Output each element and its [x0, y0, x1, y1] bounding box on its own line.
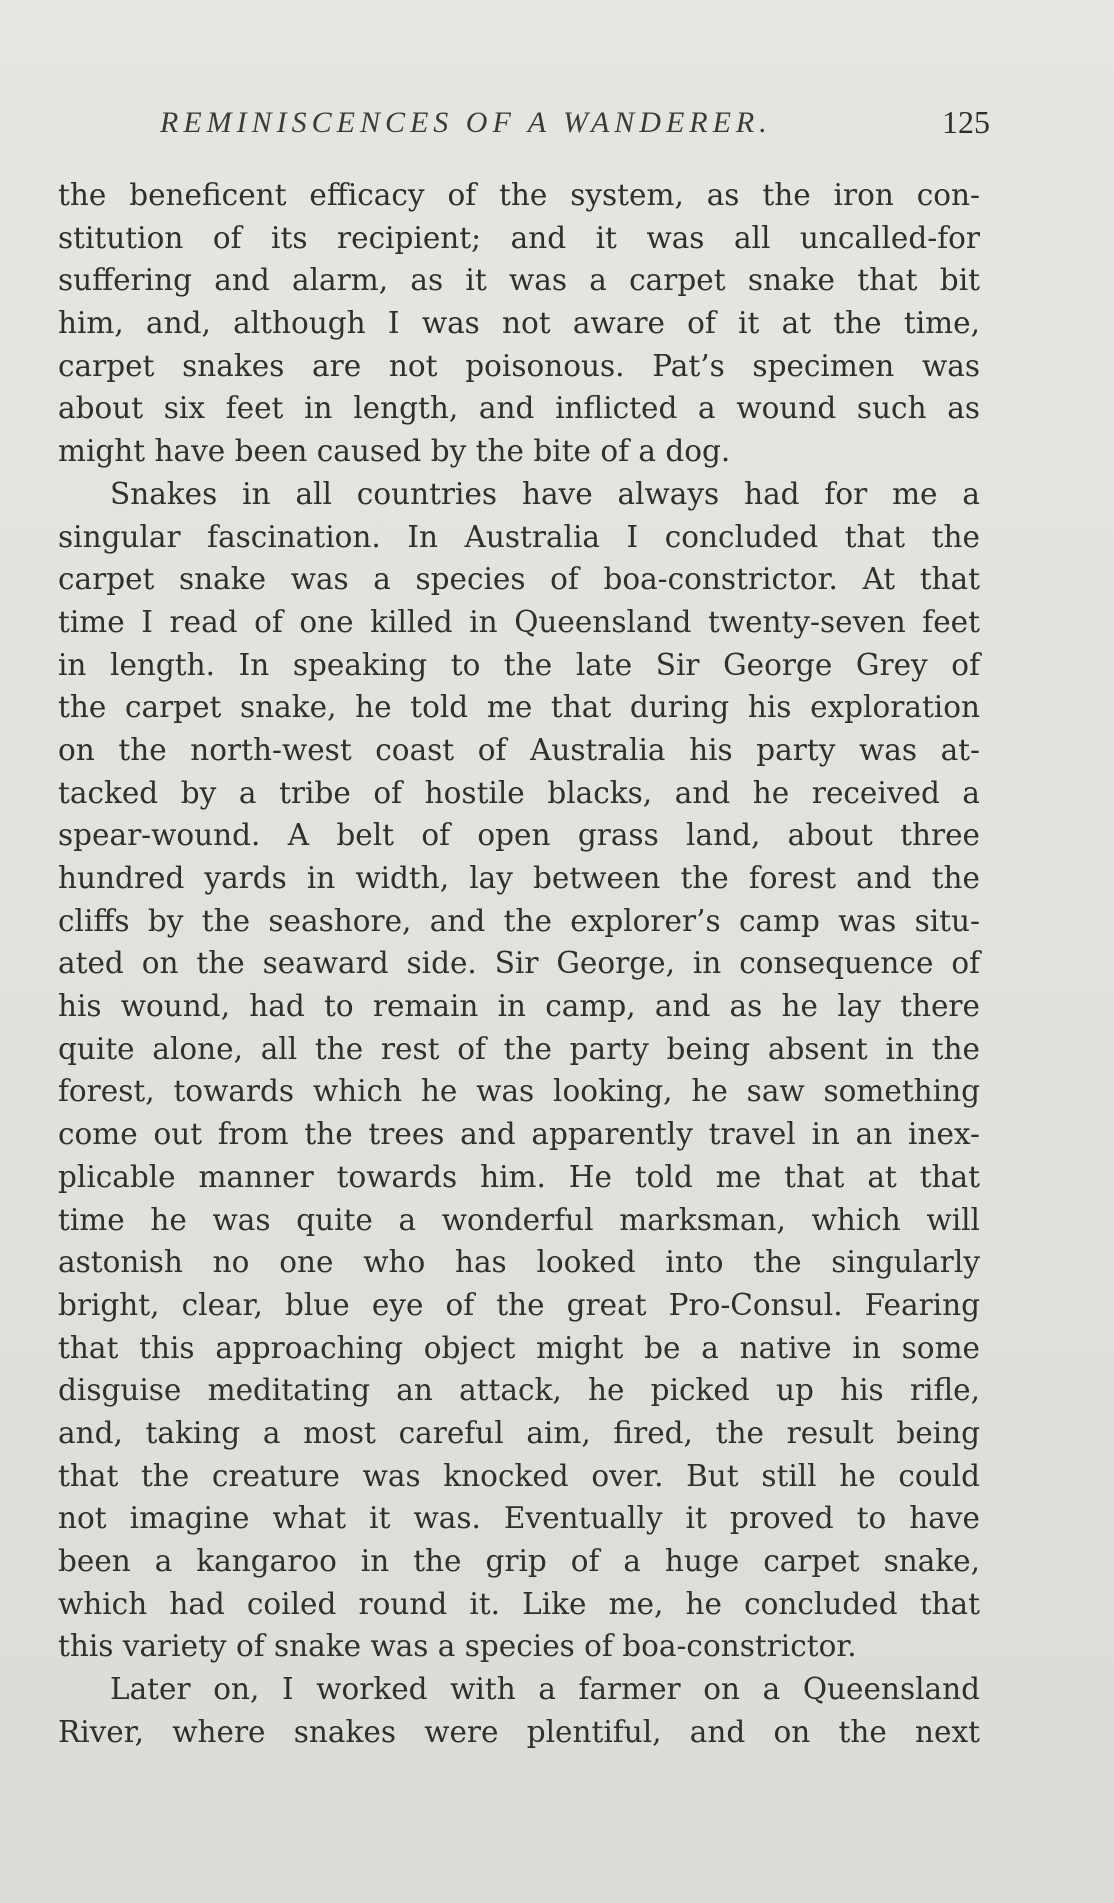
text-line: astonish no one who has looked into the singularly	[58, 1245, 980, 1280]
text-line: not imagine what it was. Eventually it proved to have	[58, 1501, 980, 1536]
paragraph-start-line: Snakes in all countries have always had for me a	[110, 476, 980, 511]
text-line: the beneficent efficacy of the system, as the iron con-	[58, 178, 980, 212]
text-line: his wound, had to remain in camp, and as he lay there	[58, 989, 980, 1024]
text-line: might have been caused by the bite of a dog.	[58, 434, 731, 469]
text-line: carpet snake was a species of boa-constrictor. At that	[58, 562, 980, 597]
text-line: on the north-west coast of Australia his party was at-	[58, 732, 980, 767]
text-line: carpet snakes are not poisonous. Pat’s specimen was	[58, 348, 980, 383]
text-line: been a kangaroo in the grip of a huge carpet snake,	[58, 1544, 980, 1578]
text-line: River, where snakes were plentiful, and on the next	[58, 1714, 980, 1749]
text-line: come out from the trees and apparently travel in an inex-	[58, 1117, 980, 1152]
text-line: suffering and alarm, as it was a carpet snake that bit	[58, 263, 980, 298]
text-line: about six feet in length, and inflicted a wound such as	[58, 391, 980, 426]
text-line: stitution of its recipient; and it was all uncalled-for	[58, 220, 980, 255]
text-line: and, taking a most careful aim, fired, the result being	[58, 1415, 980, 1450]
running-title: REMINISCENCES OF A WANDERER.	[160, 106, 772, 139]
text-line: in length. In speaking to the late Sir George Grey of	[58, 647, 980, 682]
text-line: this variety of snake was a species of boa-constrictor.	[58, 1629, 857, 1664]
text-line: plicable manner towards him. He told me that at that	[58, 1159, 980, 1194]
text-line: cliffs by the seashore, and the explorer’s camp was situ-	[58, 903, 980, 938]
page-number: 125	[942, 104, 990, 140]
text-line: spear-wound. A belt of open grass land, about three	[58, 818, 980, 853]
text-line: the carpet snake, he told me that during his exploration	[58, 690, 980, 725]
text-line: singular fascination. In Australia I concluded that the	[58, 519, 980, 554]
text-line: quite alone, all the rest of the party being absent in the	[58, 1031, 980, 1066]
text-line: him, and, although I was not aware of it at the time,	[58, 306, 980, 341]
body-text	[58, 174, 980, 1753]
text-line: disguise meditating an attack, he picked up his rifle,	[58, 1373, 980, 1408]
text-line: forest, towards which he was looking, he saw something	[58, 1074, 980, 1109]
running-head	[60, 100, 990, 150]
text-line: that this approaching object might be a native in some	[58, 1330, 980, 1365]
paragraph-start-line: Later on, I worked with a farmer on a Queensland	[110, 1672, 980, 1707]
text-line: which had coiled round it. Like me, he concluded that	[58, 1586, 980, 1621]
text-line: time he was quite a wonderful marksman, which will	[58, 1202, 980, 1237]
text-line: tacked by a tribe of hostile blacks, and he received a	[58, 775, 980, 810]
text-line: bright, clear, blue eye of the great Pro-Consul. Fearing	[58, 1287, 980, 1322]
text-line: time I read of one killed in Queensland twenty-seven feet	[58, 604, 980, 639]
text-line: hundred yards in width, lay between the forest and the	[58, 861, 980, 895]
text-line: that the creature was knocked over. But still he could	[58, 1458, 980, 1493]
text-line: ated on the seaward side. Sir George, in consequence of	[58, 946, 980, 981]
